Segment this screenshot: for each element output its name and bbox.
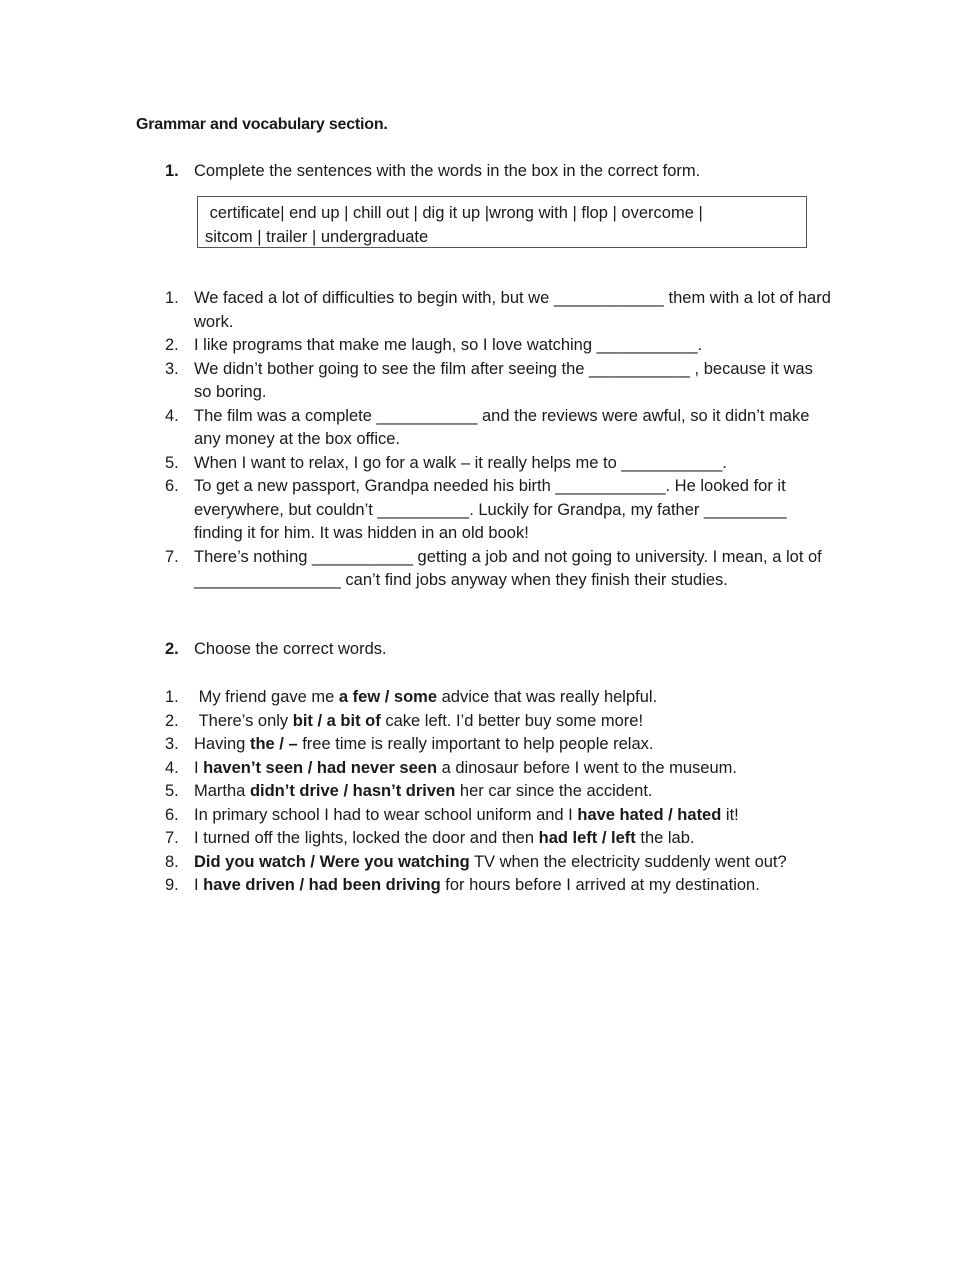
list-item: [0, 405, 834, 452]
item-text: There’s only: [194, 711, 293, 730]
answer-choice: have driven / had been driving: [203, 876, 441, 894]
question-2-heading: [165, 640, 387, 659]
item-number: 1.: [165, 688, 179, 706]
item-text: advice that was really helpful.: [437, 688, 658, 706]
item-number: 2.: [165, 336, 179, 354]
list-item: [0, 287, 834, 334]
item-text: I like programs that make me laugh, so I love watching ___________.: [194, 336, 703, 354]
item-text: Martha: [194, 782, 250, 800]
item-number: 3.: [165, 359, 179, 378]
list-item: [0, 475, 834, 546]
list-item: [0, 358, 834, 405]
list-item: [0, 851, 834, 875]
item-text: To get a new passport, Grandpa needed his birth ____________. He looked for it everywhere, but couldn’t __________. Luckily for Grandpa, my father _________ finding it for him. It was hidden in an old book!: [194, 477, 787, 542]
answer-choice: the / –: [249, 735, 298, 753]
item-text: for hours before I arrived at my destination.: [440, 876, 760, 894]
item-text: We didn’t bother going to see the film after seeing the ___________ , because it was so boring.: [194, 359, 813, 401]
item-number: 7.: [165, 829, 179, 847]
question-number: 2.: [165, 640, 179, 658]
item-number: 4.: [165, 406, 179, 425]
answer-choice: didn’t drive / hasn’t driven: [249, 782, 456, 800]
item-text: In primary school I had to wear school uniform and I: [194, 805, 578, 824]
item-number: 5.: [165, 453, 179, 472]
list-item: [0, 733, 834, 757]
list-item: [0, 710, 834, 734]
item-text: her car since the accident.: [455, 782, 653, 800]
item-text: I: [194, 758, 204, 777]
item-number: 5.: [165, 782, 179, 800]
answer-choice: haven’t seen / had never seen: [203, 758, 438, 777]
item-text: free time is really important to help people relax.: [297, 735, 654, 753]
answer-choice: Did you watch / Were you watching: [194, 852, 470, 871]
question-2-list: [0, 686, 834, 898]
list-item: [0, 874, 834, 898]
item-text: There’s nothing ___________ getting a job and not going to university. I mean, a lot of ________________ can’t find jobs anyway when they finish their studies.: [194, 547, 822, 589]
page-title: Grammar and vocabulary section.: [136, 116, 388, 133]
item-text: The film was a complete ___________ and the reviews were awful, so it didn’t make any money at the box office.: [194, 406, 810, 448]
item-number: 9.: [165, 876, 179, 894]
item-number: 3.: [165, 735, 179, 753]
question-instruction: Complete the sentences with the words in the box in the correct form.: [194, 162, 701, 180]
list-item: [0, 804, 834, 828]
item-text: Having: [194, 735, 250, 753]
list-item: [0, 827, 834, 851]
word-box-line: sitcom | trailer | undergraduate: [205, 227, 429, 246]
answer-choice: have hated / hated: [577, 805, 722, 824]
word-box-line: certificate| end up | chill out | dig it up |wrong with | flop | overcome |: [205, 204, 703, 222]
list-item: [0, 546, 834, 593]
item-number: 2.: [165, 711, 179, 730]
item-text: TV when the electricity suddenly went out?: [469, 852, 787, 871]
item-text: cake left. I’d better buy some more!: [380, 711, 644, 730]
answer-choice: had left / left: [538, 829, 636, 847]
question-1-list: [0, 287, 834, 593]
list-item: [0, 757, 834, 781]
item-number: 6.: [165, 805, 179, 824]
item-text: it!: [721, 805, 739, 824]
item-number: 1.: [165, 289, 179, 307]
list-item: [0, 686, 834, 710]
list-item: [0, 334, 834, 358]
item-text: We faced a lot of difficulties to begin with, but we ____________ them with a lot of hard work.: [194, 289, 831, 331]
question-instruction: Choose the correct words.: [194, 640, 387, 658]
item-number: 6.: [165, 477, 179, 495]
list-item: [0, 780, 834, 804]
item-text: I turned off the lights, locked the door and then: [194, 829, 539, 847]
answer-choice: a few / some: [338, 688, 438, 706]
item-number: 7.: [165, 547, 179, 566]
item-text: the lab.: [635, 829, 695, 847]
question-1-heading: [165, 162, 700, 181]
item-text: I: [194, 876, 204, 894]
item-text: When I want to relax, I go for a walk – it really helps me to ___________.: [194, 453, 727, 472]
question-number: 1.: [165, 162, 179, 180]
item-text: My friend gave me: [194, 688, 339, 706]
item-number: 4.: [165, 758, 179, 777]
word-box: [197, 196, 807, 248]
item-number: 8.: [165, 852, 179, 871]
answer-choice: bit / a bit of: [292, 711, 381, 730]
list-item: [0, 452, 834, 476]
item-text: a dinosaur before I went to the museum.: [437, 758, 737, 777]
